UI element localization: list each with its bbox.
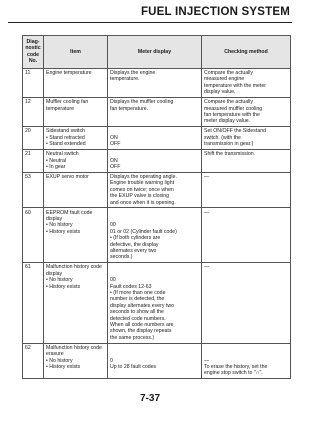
item-line: • Neutral [46, 157, 66, 164]
meter-display-line: 00 [110, 222, 116, 229]
column-header-item: Item [44, 36, 108, 69]
meter-display-line: Fault codes 12-63 [110, 283, 152, 290]
meter-display-line: ON [110, 134, 118, 141]
checking-method-cell [202, 97, 291, 126]
item-line: • History exists [46, 228, 81, 235]
table-row [23, 263, 291, 343]
item-line: temperature [46, 105, 74, 112]
column-header-checking-method: Checking method [202, 36, 291, 69]
diagnostic-code-cell: 11 [23, 68, 44, 97]
checking-method-line: To erase the history, set the [204, 364, 268, 371]
meter-display-line: ON [110, 157, 118, 164]
checking-method-cell [202, 208, 291, 263]
item-line: • No history [46, 277, 73, 284]
column-header-code: Diag- nostic code No. [23, 36, 44, 69]
meter-display-cell [108, 263, 202, 343]
item-cell [44, 97, 108, 126]
checking-method-line: — [204, 264, 210, 271]
meter-display-line: detected code numbers. [110, 315, 166, 322]
meter-display-cell [108, 172, 202, 208]
checking-method-cell [202, 149, 291, 172]
item-line: display [46, 270, 63, 277]
meter-display-line: defective, the display [110, 241, 159, 248]
meter-display-line: fan temperature. [110, 105, 149, 112]
title-divider [8, 22, 292, 23]
meter-display-line: shown, the display repeats [110, 328, 172, 335]
page-number: 7-37 [139, 393, 160, 404]
checking-method-line: — [204, 173, 210, 180]
checking-method-cell [202, 127, 291, 150]
checking-method-line: — [204, 357, 210, 364]
meter-display-cell [108, 127, 202, 150]
meter-display-line: When all code numbers are [110, 322, 174, 329]
diagnostic-code-cell: 12 [23, 97, 44, 126]
column-header-meter-display: Meter display [108, 36, 202, 69]
meter-display-line: temperature. [110, 76, 140, 83]
meter-display-line: Displays the engine [110, 69, 156, 76]
checking-method-line: Compare the actually [204, 99, 254, 106]
table-header-row [23, 36, 291, 69]
checking-method-line: Compare the actually [204, 69, 254, 76]
meter-display-cell [108, 343, 202, 379]
meter-display-line: the same process.) [110, 334, 155, 341]
diagnostic-code-cell: 61 [23, 263, 44, 343]
item-line: EXUP servo motor [46, 173, 89, 180]
item-line: Malfunction history code [46, 264, 102, 271]
item-cell [44, 149, 108, 172]
meter-display-line: seconds.) [110, 254, 133, 261]
meter-display-line: the EXUP valve is closing [110, 193, 170, 200]
item-line: display [46, 216, 63, 223]
meter-display-line: number is detected, the [110, 296, 165, 303]
diagnostic-code-cell: 20 [23, 127, 44, 150]
checking-method-line: transmission in gear.) [204, 141, 254, 148]
checking-method-cell [202, 172, 291, 208]
checking-method-line: measured muffler cooling [204, 105, 263, 112]
checking-method-cell [202, 263, 291, 343]
diagnostic-table [22, 35, 291, 379]
checking-method-cell [202, 343, 291, 379]
table-row [23, 97, 291, 126]
meter-display-line: Displays the muffler cooling [110, 99, 174, 106]
meter-display-line: comes on twice; once when [110, 186, 174, 193]
table-row [23, 172, 291, 208]
meter-display-cell [108, 68, 202, 97]
checking-method-line: temperature with the meter [204, 82, 266, 89]
item-cell [44, 127, 108, 150]
meter-display-line: OFF [110, 141, 121, 148]
meter-display-line: 0 [110, 357, 113, 364]
table-row [23, 127, 291, 150]
meter-display-line: • (If both cylinders are [110, 235, 161, 242]
meter-display-line: seconds to show all the [110, 309, 164, 316]
item-line: • Stand extended [46, 141, 86, 148]
meter-display-line: Displays the operating angle. [110, 173, 177, 180]
item-line: • In gear [46, 163, 66, 170]
checking-method-line: Set ON/OFF the Sidestand [204, 128, 266, 135]
diagnostic-code-cell: 62 [23, 343, 44, 379]
meter-display-line: and once when it is opening. [110, 199, 176, 206]
checking-method-line: switch. (with the [204, 134, 241, 141]
item-cell [44, 263, 108, 343]
table-row [23, 343, 291, 379]
item-line: erasure [46, 351, 64, 358]
item-line: Neutral switch [46, 151, 79, 158]
meter-display-line: alternates every two [110, 248, 157, 255]
meter-display-line: 00 [110, 277, 116, 284]
item-line: • No history [46, 222, 73, 229]
meter-display-line: • (If more than one code [110, 290, 166, 297]
item-cell [44, 343, 108, 379]
item-cell [44, 208, 108, 263]
item-line: Malfunction history code [46, 344, 102, 351]
page-title: FUEL INJECTION SYSTEM [140, 6, 290, 18]
item-line: Engine temperature [46, 69, 92, 76]
meter-display-line: 01 or 02 (Cylinder fault code) [110, 228, 177, 235]
meter-display-cell [108, 208, 202, 263]
meter-display-line: Up to 28 fault codes [110, 364, 157, 371]
table-row [23, 68, 291, 97]
checking-method-line: Shift the transmission. [204, 151, 256, 158]
diagnostic-code-cell: 21 [23, 149, 44, 172]
meter-display-line: OFF [110, 163, 121, 170]
item-line: • History exists [46, 364, 81, 371]
checking-method-line: display value. [204, 89, 236, 96]
meter-display-cell [108, 97, 202, 126]
checking-method-line: — [204, 209, 210, 216]
table-row [23, 149, 291, 172]
item-cell [44, 172, 108, 208]
meter-display-line: Engine trouble warning light [110, 180, 175, 187]
item-line: • No history [46, 357, 73, 364]
item-line: Muffler cooling fan [46, 99, 89, 106]
checking-method-line: measured engine [204, 76, 245, 83]
item-line: • Stand retracted [46, 134, 85, 141]
meter-display-line: display alternates every two [110, 302, 175, 309]
checking-method-line: engine stop switch to "∩". [204, 370, 263, 377]
item-line: • History exists [46, 283, 81, 290]
checking-method-line: fan temperature with the [204, 111, 260, 118]
checking-method-cell [202, 68, 291, 97]
item-line: EEPROM fault code [46, 209, 93, 216]
table-row [23, 208, 291, 263]
item-cell [44, 68, 108, 97]
item-line: Sidestand switch [46, 128, 85, 135]
checking-method-line: meter display value. [204, 118, 251, 125]
meter-display-cell [108, 149, 202, 172]
diagnostic-code-cell: 53 [23, 172, 44, 208]
diagnostic-code-cell: 60 [23, 208, 44, 263]
